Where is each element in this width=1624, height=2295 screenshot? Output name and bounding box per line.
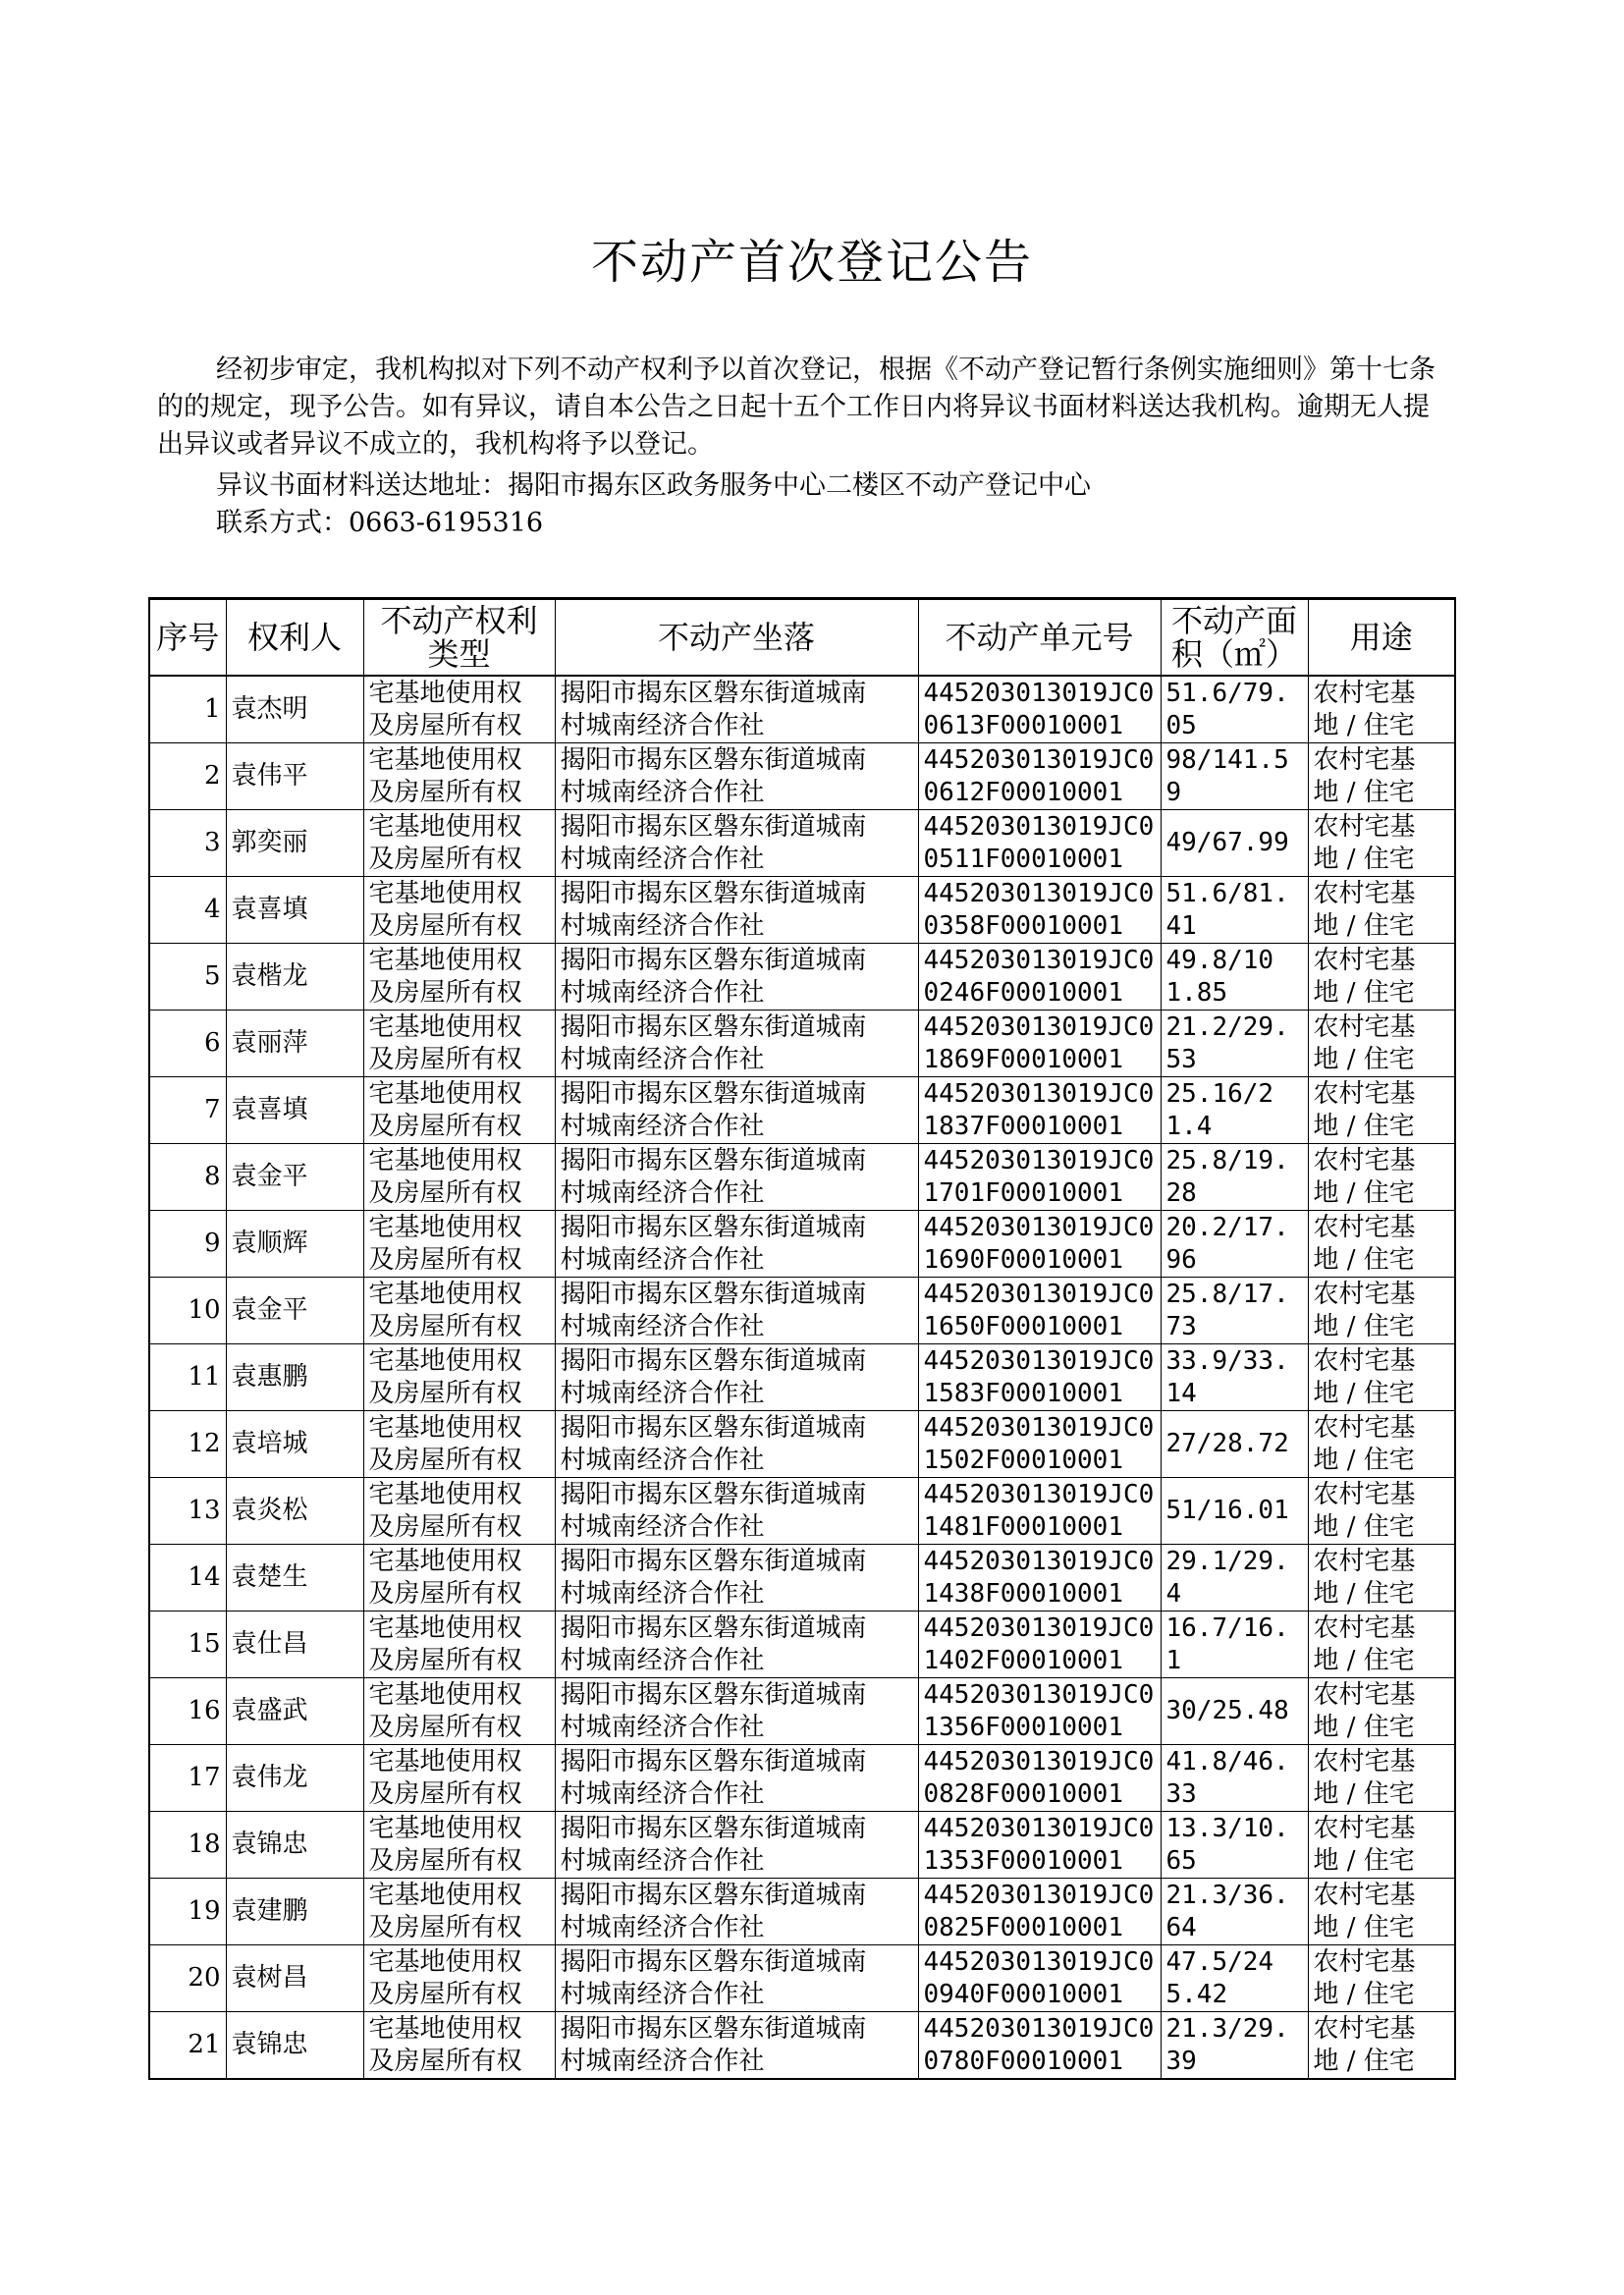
area-value: 21.3/36.64 <box>1161 1879 1308 1945</box>
unit-number: 445203013019JC01690F00010001 <box>918 1211 1161 1278</box>
usage: 农村宅基 地 / 住宅 <box>1308 1278 1455 1344</box>
usage: 农村宅基 地 / 住宅 <box>1308 676 1455 743</box>
right-type: 宅基地使用权 及房屋所有权 <box>363 2012 555 2080</box>
owner-name: 袁杰明 <box>226 676 363 743</box>
unit-number: 445203013019JC00511F00010001 <box>918 810 1161 877</box>
right-type: 宅基地使用权 及房屋所有权 <box>363 1077 555 1144</box>
property-location: 揭阳市揭东区磐东街道城南 村城南经济合作社 <box>555 1879 918 1945</box>
area-value: 51.6/79.05 <box>1161 676 1308 743</box>
owner-name: 袁金平 <box>226 1144 363 1211</box>
row-index: 21 <box>149 2012 226 2080</box>
right-type: 宅基地使用权 及房屋所有权 <box>363 1545 555 1612</box>
unit-number: 445203013019JC01583F00010001 <box>918 1344 1161 1411</box>
table-row <box>149 1745 1455 1812</box>
right-type: 宅基地使用权 及房屋所有权 <box>363 1411 555 1478</box>
owner-name: 袁建鹏 <box>226 1879 363 1945</box>
row-index: 20 <box>149 1945 226 2012</box>
row-index: 15 <box>149 1612 226 1678</box>
usage: 农村宅基 地 / 住宅 <box>1308 944 1455 1011</box>
owner-name: 袁仕昌 <box>226 1612 363 1678</box>
row-index: 10 <box>149 1278 226 1344</box>
usage: 农村宅基 地 / 住宅 <box>1308 1612 1455 1678</box>
unit-number: 445203013019JC01481F00010001 <box>918 1478 1161 1545</box>
property-location: 揭阳市揭东区磐东街道城南 村城南经济合作社 <box>555 877 918 944</box>
table-row <box>149 676 1455 743</box>
usage: 农村宅基 地 / 住宅 <box>1308 2012 1455 2080</box>
table-row <box>149 1612 1455 1678</box>
owner-name: 袁伟平 <box>226 743 363 810</box>
unit-number: 445203013019JC00828F00010001 <box>918 1745 1161 1812</box>
unit-number: 445203013019JC01356F00010001 <box>918 1678 1161 1745</box>
property-location: 揭阳市揭东区磐东街道城南 村城南经济合作社 <box>555 1344 918 1411</box>
row-index: 2 <box>149 743 226 810</box>
usage: 农村宅基 地 / 住宅 <box>1308 810 1455 877</box>
objection-address: 异议书面材料送达地址：揭阳市揭东区政务服务中心二楼区不动产登记中心 <box>216 470 1091 501</box>
area-value: 41.8/46.33 <box>1161 1745 1308 1812</box>
table-row <box>149 1478 1455 1545</box>
unit-number: 445203013019JC01402F00010001 <box>918 1612 1161 1678</box>
usage: 农村宅基 地 / 住宅 <box>1308 1211 1455 1278</box>
right-type: 宅基地使用权 及房屋所有权 <box>363 1612 555 1678</box>
page-title: 不动产首次登记公告 <box>590 235 1033 290</box>
area-value: 51.6/81.41 <box>1161 877 1308 944</box>
owner-name: 袁金平 <box>226 1278 363 1344</box>
area-value: 25.8/19.28 <box>1161 1144 1308 1211</box>
row-index: 14 <box>149 1545 226 1612</box>
header-area: 不动产面积（㎡） <box>1161 599 1308 677</box>
table-row <box>149 1344 1455 1411</box>
right-type: 宅基地使用权 及房屋所有权 <box>363 877 555 944</box>
table-row <box>149 1411 1455 1478</box>
row-index: 3 <box>149 810 226 877</box>
table-row <box>149 1077 1455 1144</box>
area-value: 47.5/245.42 <box>1161 1945 1308 2012</box>
unit-number: 445203013019JC01701F00010001 <box>918 1144 1161 1211</box>
right-type: 宅基地使用权 及房屋所有权 <box>363 1344 555 1411</box>
header-location: 不动产坐落 <box>555 599 918 677</box>
area-value: 29.1/29.4 <box>1161 1545 1308 1612</box>
row-index: 16 <box>149 1678 226 1745</box>
owner-name: 袁惠鹏 <box>226 1344 363 1411</box>
registration-table <box>148 597 1456 2080</box>
usage: 农村宅基 地 / 住宅 <box>1308 1812 1455 1879</box>
usage: 农村宅基 地 / 住宅 <box>1308 1879 1455 1945</box>
owner-name: 袁伟龙 <box>226 1745 363 1812</box>
usage: 农村宅基 地 / 住宅 <box>1308 877 1455 944</box>
table-row <box>149 810 1455 877</box>
right-type: 宅基地使用权 及房屋所有权 <box>363 743 555 810</box>
row-index: 1 <box>149 676 226 743</box>
property-location: 揭阳市揭东区磐东街道城南 村城南经济合作社 <box>555 1612 918 1678</box>
area-value: 30/25.48 <box>1161 1678 1308 1745</box>
row-index: 19 <box>149 1879 226 1945</box>
owner-name: 袁喜填 <box>226 877 363 944</box>
table-row <box>149 1945 1455 2012</box>
unit-number: 445203013019JC00612F00010001 <box>918 743 1161 810</box>
property-location: 揭阳市揭东区磐东街道城南 村城南经济合作社 <box>555 743 918 810</box>
area-value: 13.3/10.65 <box>1161 1812 1308 1879</box>
right-type: 宅基地使用权 及房屋所有权 <box>363 1144 555 1211</box>
unit-number: 445203013019JC01837F00010001 <box>918 1077 1161 1144</box>
property-location: 揭阳市揭东区磐东街道城南 村城南经济合作社 <box>555 1812 918 1879</box>
row-index: 11 <box>149 1344 226 1411</box>
owner-name: 袁丽萍 <box>226 1011 363 1077</box>
property-location: 揭阳市揭东区磐东街道城南 村城南经济合作社 <box>555 1745 918 1812</box>
right-type: 宅基地使用权 及房屋所有权 <box>363 676 555 743</box>
area-value: 21.3/29.39 <box>1161 2012 1308 2080</box>
property-location: 揭阳市揭东区磐东街道城南 村城南经济合作社 <box>555 1011 918 1077</box>
usage: 农村宅基 地 / 住宅 <box>1308 1077 1455 1144</box>
table-header-row <box>149 599 1455 677</box>
right-type: 宅基地使用权 及房屋所有权 <box>363 944 555 1011</box>
row-index: 13 <box>149 1478 226 1545</box>
unit-number: 445203013019JC00825F00010001 <box>918 1879 1161 1945</box>
area-value: 21.2/29.53 <box>1161 1011 1308 1077</box>
property-location: 揭阳市揭东区磐东街道城南 村城南经济合作社 <box>555 676 918 743</box>
row-index: 17 <box>149 1745 226 1812</box>
owner-name: 袁顺辉 <box>226 1211 363 1278</box>
property-location: 揭阳市揭东区磐东街道城南 村城南经济合作社 <box>555 810 918 877</box>
area-value: 25.8/17.73 <box>1161 1278 1308 1344</box>
right-type: 宅基地使用权 及房屋所有权 <box>363 1211 555 1278</box>
owner-name: 袁喜填 <box>226 1077 363 1144</box>
owner-name: 袁盛武 <box>226 1678 363 1745</box>
area-value: 25.16/21.4 <box>1161 1077 1308 1144</box>
unit-number: 445203013019JC00246F00010001 <box>918 944 1161 1011</box>
table-row <box>149 1812 1455 1879</box>
table-row <box>149 1678 1455 1745</box>
usage: 农村宅基 地 / 住宅 <box>1308 1478 1455 1545</box>
table-row <box>149 743 1455 810</box>
unit-number: 445203013019JC00940F00010001 <box>918 1945 1161 2012</box>
usage: 农村宅基 地 / 住宅 <box>1308 1411 1455 1478</box>
unit-number: 445203013019JC01869F00010001 <box>918 1011 1161 1077</box>
property-location: 揭阳市揭东区磐东街道城南 村城南经济合作社 <box>555 1411 918 1478</box>
unit-number: 445203013019JC01502F00010001 <box>918 1411 1161 1478</box>
unit-number: 445203013019JC00780F00010001 <box>918 2012 1161 2080</box>
table-row <box>149 944 1455 1011</box>
owner-name: 袁炎松 <box>226 1478 363 1545</box>
right-type: 宅基地使用权 及房屋所有权 <box>363 1278 555 1344</box>
area-value: 49/67.99 <box>1161 810 1308 877</box>
area-value: 49.8/101.85 <box>1161 944 1308 1011</box>
unit-number: 445203013019JC00613F00010001 <box>918 676 1161 743</box>
usage: 农村宅基 地 / 住宅 <box>1308 1144 1455 1211</box>
unit-number: 445203013019JC01438F00010001 <box>918 1545 1161 1612</box>
property-location: 揭阳市揭东区磐东街道城南 村城南经济合作社 <box>555 1077 918 1144</box>
area-value: 16.7/16.1 <box>1161 1612 1308 1678</box>
area-value: 51/16.01 <box>1161 1478 1308 1545</box>
right-type: 宅基地使用权 及房屋所有权 <box>363 1678 555 1745</box>
right-type: 宅基地使用权 及房屋所有权 <box>363 1945 555 2012</box>
property-location: 揭阳市揭东区磐东街道城南 村城南经济合作社 <box>555 1144 918 1211</box>
table-row <box>149 1879 1455 1945</box>
owner-name: 郭奕丽 <box>226 810 363 877</box>
usage: 农村宅基 地 / 住宅 <box>1308 1344 1455 1411</box>
property-location: 揭阳市揭东区磐东街道城南 村城南经济合作社 <box>555 1278 918 1344</box>
usage: 农村宅基 地 / 住宅 <box>1308 743 1455 810</box>
row-index: 12 <box>149 1411 226 1478</box>
property-location: 揭阳市揭东区磐东街道城南 村城南经济合作社 <box>555 1478 918 1545</box>
row-index: 18 <box>149 1812 226 1879</box>
owner-name: 袁楷龙 <box>226 944 363 1011</box>
right-type: 宅基地使用权 及房屋所有权 <box>363 1478 555 1545</box>
unit-number: 445203013019JC01650F00010001 <box>918 1278 1161 1344</box>
usage: 农村宅基 地 / 住宅 <box>1308 1945 1455 2012</box>
table-row <box>149 1545 1455 1612</box>
right-type: 宅基地使用权 及房屋所有权 <box>363 1011 555 1077</box>
property-location: 揭阳市揭东区磐东街道城南 村城南经济合作社 <box>555 1545 918 1612</box>
header-use: 用途 <box>1308 599 1455 677</box>
usage: 农村宅基 地 / 住宅 <box>1308 1745 1455 1812</box>
right-type: 宅基地使用权 及房屋所有权 <box>363 1879 555 1945</box>
row-index: 7 <box>149 1077 226 1144</box>
row-index: 5 <box>149 944 226 1011</box>
usage: 农村宅基 地 / 住宅 <box>1308 1678 1455 1745</box>
contact-info: 联系方式：0663-6195316 <box>216 508 544 538</box>
unit-number: 445203013019JC01353F00010001 <box>918 1812 1161 1879</box>
header-index: 序号 <box>149 599 226 677</box>
right-type: 宅基地使用权 及房屋所有权 <box>363 1745 555 1812</box>
property-location: 揭阳市揭东区磐东街道城南 村城南经济合作社 <box>555 1678 918 1745</box>
usage: 农村宅基 地 / 住宅 <box>1308 1545 1455 1612</box>
owner-name: 袁锦忠 <box>226 2012 363 2080</box>
area-value: 33.9/33.14 <box>1161 1344 1308 1411</box>
header-right-type: 不动产权利类型 <box>363 599 555 677</box>
property-location: 揭阳市揭东区磐东街道城南 村城南经济合作社 <box>555 1945 918 2012</box>
row-index: 8 <box>149 1144 226 1211</box>
usage: 农村宅基 地 / 住宅 <box>1308 1011 1455 1077</box>
area-value: 27/28.72 <box>1161 1411 1308 1478</box>
owner-name: 袁锦忠 <box>226 1812 363 1879</box>
table-row <box>149 1278 1455 1344</box>
table-row <box>149 1144 1455 1211</box>
row-index: 6 <box>149 1011 226 1077</box>
property-location: 揭阳市揭东区磐东街道城南 村城南经济合作社 <box>555 944 918 1011</box>
table-row <box>149 877 1455 944</box>
unit-number: 445203013019JC00358F00010001 <box>918 877 1161 944</box>
area-value: 98/141.59 <box>1161 743 1308 810</box>
row-index: 4 <box>149 877 226 944</box>
row-index: 9 <box>149 1211 226 1278</box>
property-location: 揭阳市揭东区磐东街道城南 村城南经济合作社 <box>555 1211 918 1278</box>
property-location: 揭阳市揭东区磐东街道城南 村城南经济合作社 <box>555 2012 918 2080</box>
right-type: 宅基地使用权 及房屋所有权 <box>363 810 555 877</box>
header-owner: 权利人 <box>226 599 363 677</box>
table-row <box>149 1011 1455 1077</box>
right-type: 宅基地使用权 及房屋所有权 <box>363 1812 555 1879</box>
header-unit-number: 不动产单元号 <box>918 599 1161 677</box>
owner-name: 袁楚生 <box>226 1545 363 1612</box>
owner-name: 袁树昌 <box>226 1945 363 2012</box>
area-value: 20.2/17.96 <box>1161 1211 1308 1278</box>
notice-body: 经初步审定，我机构拟对下列不动产权利予以首次登记，根据《不动产登记暂行条例实施细则》第十七条的的规定，现予公告。如有异议，请自本公告之日起十五个工作日内将异议书面材料送达我机构。逾期无人提出异议或者异议不成立的，我机构将予以登记。 <box>157 355 1435 460</box>
table-row <box>149 2012 1455 2080</box>
owner-name: 袁培城 <box>226 1411 363 1478</box>
table-row <box>149 1211 1455 1278</box>
